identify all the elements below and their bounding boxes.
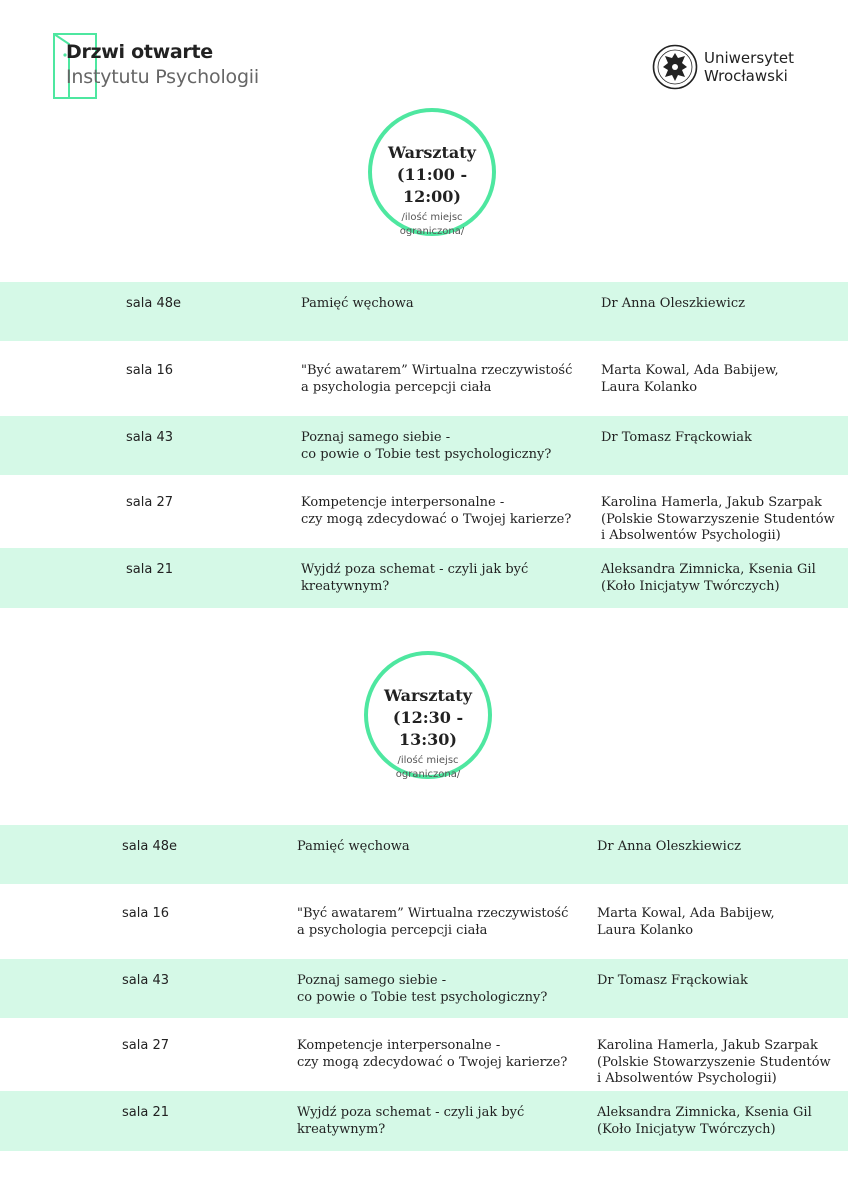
badge-note [368, 754, 488, 782]
title-line: Wyjdź poza schemat - czyli jak być [301, 562, 529, 577]
presenter-line: Marta Kowal, Ada Babijew, [601, 363, 779, 378]
presenters-cell [597, 973, 847, 990]
room-cell: sala 21 [122, 1105, 169, 1120]
title-line: czy mogą zdecydować o Twojej karierze? [301, 511, 572, 527]
room-cell: sala 16 [126, 363, 173, 378]
title-line: kreatywnym? [297, 1121, 386, 1137]
title-line: Pamięć węchowa [301, 296, 414, 311]
badge-note-line1: /ilość miejsc [401, 212, 463, 223]
room-cell: sala 27 [126, 495, 173, 510]
session-badge [368, 108, 496, 236]
table-row [0, 475, 848, 548]
workshop-title [297, 1038, 587, 1071]
room-cell: sala 16 [122, 906, 169, 921]
table-row [0, 1091, 848, 1151]
title-line: Wyjdź poza schemat - czyli jak być [297, 1105, 525, 1120]
presenters-cell [601, 495, 848, 545]
workshop-title [297, 1105, 587, 1138]
presenter-line: i Absolwentów Psychologii) [597, 1071, 777, 1086]
presenter-line: Aleksandra Zimnicka, Ksenia Gil [597, 1105, 812, 1120]
workshop-title [297, 906, 587, 939]
title-line: Poznaj samego siebie - [297, 973, 447, 988]
table-row [0, 1018, 848, 1091]
presenter-line: Karolina Hamerla, Jakub Szarpak [597, 1038, 818, 1053]
university-name [704, 49, 794, 85]
workshop-title [301, 562, 591, 595]
presenters-cell [601, 430, 848, 447]
workshop-title [301, 296, 591, 313]
badge-title: Warsztaty [384, 686, 472, 705]
table-row [0, 825, 848, 884]
presenters-cell [597, 839, 847, 856]
presenter-line: Marta Kowal, Ada Babijew, [597, 906, 775, 921]
badge-note [372, 211, 492, 239]
event-title: Drzwi otwarte [66, 41, 213, 63]
presenter-line: Karolina Hamerla, Jakub Szarpak [601, 495, 822, 510]
presenter-line: i Absolwentów Psychologii) [601, 528, 781, 543]
title-line: Pamięć węchowa [297, 839, 410, 854]
room-cell: sala 43 [126, 430, 173, 445]
presenters-cell [597, 1105, 847, 1138]
room-cell: sala 27 [122, 1038, 169, 1053]
university-name-line1: Uniwersytet [704, 49, 794, 67]
presenter-line: Laura Kolanko [597, 922, 694, 938]
presenters-cell [597, 906, 847, 939]
badge-time: (11:00 - 12:00) [396, 165, 468, 206]
event-subtitle: Instytutu Psychologii [66, 66, 259, 88]
presenter-line: (Koło Inicjatyw Twórczych) [597, 1121, 776, 1137]
workshop-title [297, 973, 587, 1006]
workshop-title [301, 495, 591, 528]
badge-note-line1: /ilość miejsc [397, 755, 459, 766]
title-line: Kompetencje interpersonalne - [297, 1038, 501, 1053]
university-name-line2: Wrocławski [704, 67, 788, 85]
badge-note-line2: ograniczona/ [399, 226, 465, 237]
title-line: co powie o Tobie test psychologiczny? [301, 446, 552, 462]
workshop-table [0, 282, 848, 608]
table-row [0, 884, 848, 959]
presenters-cell [601, 296, 848, 313]
room-cell: sala 43 [122, 973, 169, 988]
university-seal-icon [652, 44, 698, 90]
title-line: czy mogą zdecydować o Twojej karierze? [297, 1054, 568, 1070]
workshop-title [301, 363, 591, 396]
badge-note-line2: ograniczona/ [395, 769, 461, 780]
presenter-line: (Polskie Stowarzyszenie Studentów [601, 511, 835, 527]
badge-time: (12:30 - 13:30) [392, 708, 464, 749]
presenter-line: (Koło Inicjatyw Twórczych) [601, 578, 780, 594]
room-cell: sala 48e [126, 296, 181, 311]
room-cell: sala 21 [126, 562, 173, 577]
workshop-title [301, 430, 591, 463]
table-row [0, 959, 848, 1018]
presenter-line: Dr Tomasz Frąckowiak [597, 973, 748, 988]
title-line: a psychologia percepcji ciała [301, 379, 492, 395]
title-line: a psychologia percepcji ciała [297, 922, 488, 938]
title-line: Poznaj samego siebie - [301, 430, 451, 445]
session-badge [364, 651, 492, 779]
title-line: "Być awatarem” Wirtualna rzeczywistość [297, 906, 569, 921]
presenter-line: (Polskie Stowarzyszenie Studentów [597, 1054, 831, 1070]
title-line: "Być awatarem” Wirtualna rzeczywistość [301, 363, 573, 378]
title-line: co powie o Tobie test psychologiczny? [297, 989, 548, 1005]
badge-title: Warsztaty [388, 143, 476, 162]
room-cell: sala 48e [122, 839, 177, 854]
title-line: kreatywnym? [301, 578, 390, 594]
table-row [0, 416, 848, 475]
presenter-line: Aleksandra Zimnicka, Ksenia Gil [601, 562, 816, 577]
presenter-line: Laura Kolanko [601, 379, 698, 395]
table-row [0, 282, 848, 341]
workshop-title [297, 839, 587, 856]
presenters-cell [601, 562, 848, 595]
workshop-table [0, 825, 848, 1151]
title-line: Kompetencje interpersonalne - [301, 495, 505, 510]
table-row [0, 548, 848, 608]
presenters-cell [601, 363, 848, 396]
presenter-line: Dr Anna Oleszkiewicz [601, 296, 745, 311]
presenter-line: Dr Tomasz Frąckowiak [601, 430, 752, 445]
presenter-line: Dr Anna Oleszkiewicz [597, 839, 741, 854]
presenters-cell [597, 1038, 847, 1088]
table-row [0, 341, 848, 416]
